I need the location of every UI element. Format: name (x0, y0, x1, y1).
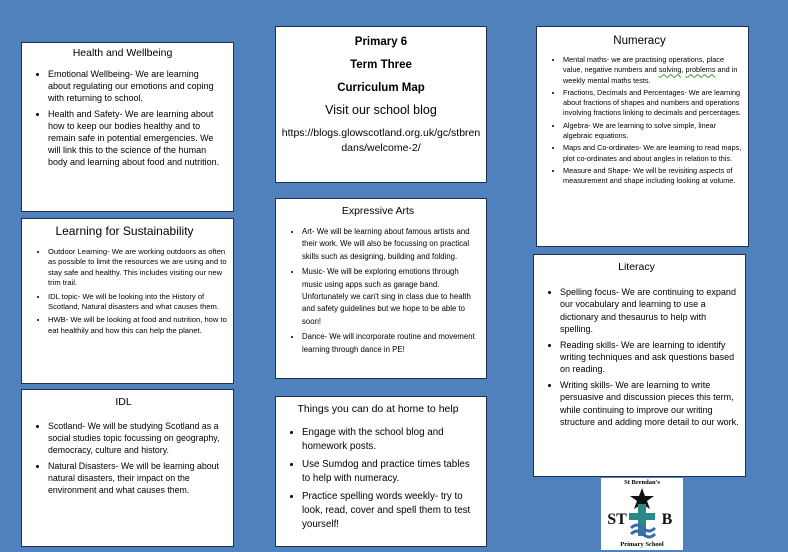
list-item: • Outdoor Learning- We are working outdoors as often as possible to limit the resources we are using and to stay safe and healthy. This includes visiting our new trim trail. (48, 247, 227, 289)
list-item: • Writing skills- We are learning to write persuasive and discussion pieces this term, while continuing to improve our writing structure and adding more detail to our work. (560, 379, 739, 429)
blog-url[interactable]: https://blogs.glowscotland.org.uk/gc/stbrendans/welcome-2/ (281, 127, 481, 154)
health-wellbeing-box (21, 42, 234, 212)
list-item: • Scotland- We will be studying Scotland as a social studies topic focussing on geography, democracy, culture and history. (48, 420, 225, 456)
list-item: • Algebra- We are learning to solve simple, linear algebraic equations. (563, 121, 742, 142)
list-item: • Spelling focus- We are continuing to expand our vocabulary and learning to use a dictionary and thesaurus to help with spelling. (560, 286, 739, 336)
list-item: • Practice spelling words weekly- try to look, read, cover and spell them to test yourself! (302, 490, 480, 533)
list-item: • Reading skills- We are learning to identify writing techniques and ask questions based on reading. (560, 339, 739, 376)
logo-top-text: St Brendan's (624, 479, 660, 486)
expressive-arts-box (275, 198, 487, 379)
numeracy-box (536, 26, 749, 247)
term-title: Term Three (350, 59, 412, 71)
home-heading: Things you can do at home to help (297, 403, 459, 415)
idl-box (21, 389, 234, 547)
spellcheck-word: solving (658, 65, 682, 75)
list-item: • Maps and Co-ordinates- We are learning to read maps, plot co-ordinates and about angles in relation to this. (563, 143, 742, 164)
sustainability-box (21, 218, 234, 384)
arts-heading: Expressive Arts (341, 205, 415, 217)
lfs-heading: Learning for Sustainability (55, 224, 194, 238)
mental-maths-text: Mental maths- we are practising operations, place value, negative numbers and (563, 55, 725, 75)
map-title: Curriculum Map (337, 82, 425, 94)
list-item: • Use Sumdog and practice times tables to help with numeracy. (302, 458, 480, 487)
logo-letter-right: B (661, 511, 673, 528)
lfs-list (22, 247, 227, 336)
title-box (275, 26, 487, 183)
numeracy-list (537, 55, 742, 187)
idl-list (22, 420, 225, 496)
list-item: • Health and Safety- We are learning about how to keep our bodies healthy and to remain safe in potential emergencies. We will link this to the science of the human body and learning about food and nutrition. (48, 108, 223, 169)
mental-maths-text-end: and in weekly mental maths tests. (563, 65, 738, 85)
list-item: • Measure and Shape- We will be revisiting aspects of measurement and shape including looking at volume. (563, 166, 742, 187)
school-logo (601, 478, 683, 550)
class-title: Primary 6 (354, 36, 408, 48)
literacy-list (534, 286, 739, 428)
list-item: • HWB- We will be looking at food and nutrition, how to eat healthily and how this can help the planet. (48, 315, 227, 336)
logo-bottom-text: Primary School (620, 541, 664, 548)
list-item: • Mental maths- we are practising operations, place value, negative numbers and solving, problems and in weekly mental maths tests. (563, 55, 742, 86)
list-item: • Art- We will be learning about famous artists and their work. We will also be focussing on practical skills such as designing, building and folding. (302, 226, 480, 263)
logo-letters-left: ST (607, 511, 627, 528)
list-item: • Natural Disasters- We will be learning about natural disasters, their impact on the environment and what causes them. (48, 460, 225, 496)
spellcheck-word: problems (685, 65, 716, 75)
list-item: • Engage with the school blog and homework posts. (302, 426, 480, 455)
home-list (276, 426, 480, 533)
list-item: • Fractions, Decimals and Percentages- We are learning about fractions of shapes and numbers and operations involving fractions linking to decimals and percentages. (563, 88, 742, 119)
arts-list (276, 226, 480, 356)
health-heading: Health and Wellbeing (72, 47, 173, 59)
school-crest-icon (601, 486, 683, 542)
home-help-box (275, 396, 487, 547)
list-item: • IDL topic- We will be looking into the History of Scotland, Natural disasters and what causes them. (48, 292, 227, 313)
literacy-heading: Literacy (618, 261, 655, 273)
numeracy-heading: Numeracy (613, 35, 666, 47)
blog-prompt: Visit our school blog (325, 103, 437, 117)
health-list (22, 68, 223, 169)
list-item: • Music- We will be exploring emotions through music using apps such as garage band. Unfortunately we can't sing in class due to health and safety guidelines but we hope to be able to soon! (302, 266, 480, 328)
list-item: • Dance- We will incorporate routine and movement learning through dance in PE! (302, 331, 480, 356)
idl-heading: IDL (115, 396, 132, 408)
list-item: • Emotional Wellbeing- We are learning about regulating our emotions and coping with returning to school. (48, 68, 223, 105)
literacy-box (533, 254, 746, 477)
